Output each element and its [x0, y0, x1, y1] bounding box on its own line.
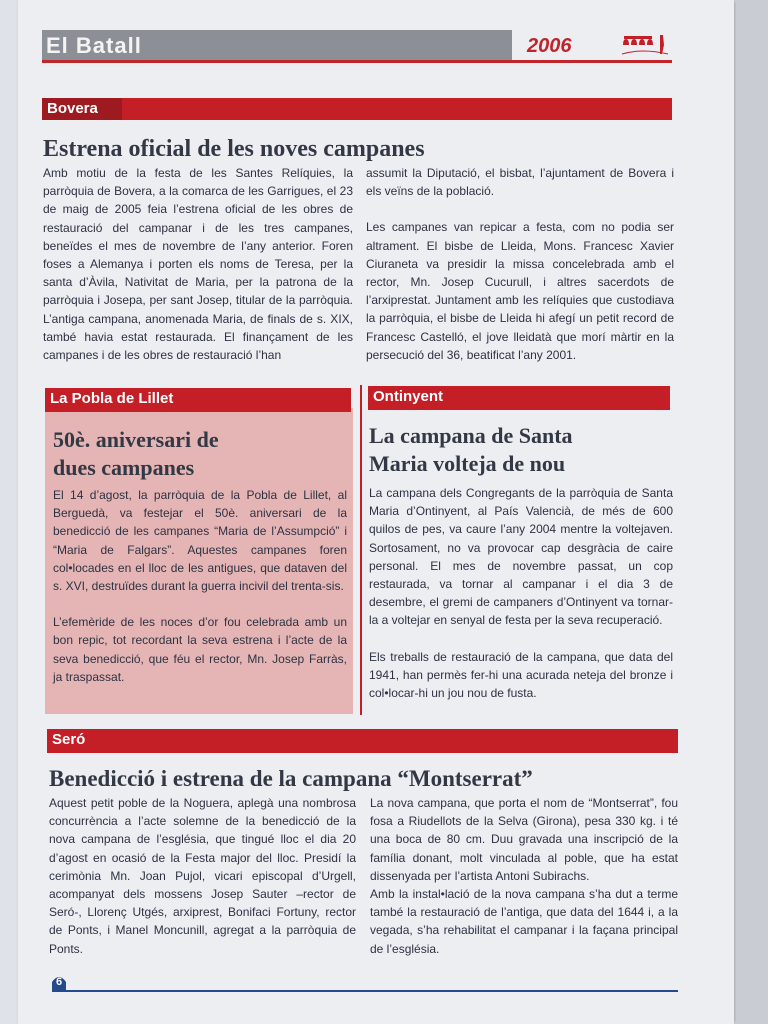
page-number: 6: [56, 976, 63, 988]
paragraph: El 14 d’agost, la parròquia de la Pobla de Lillet, al Berguedà, va festejar el 50è. aniversari de la benedicció de les campanes “Maria de l’Assumpció” i “Maria de Falgars”. Aquestes campanes foren col•locades en el lloc de les antigues, que dataven del s. XVI, destruïdes durant la guerra incivil del trenta-sis.: [53, 488, 347, 594]
paragraph: assumit la Diputació, el bisbat, l’ajuntament de Bovera i els veïns de la població.: [366, 166, 674, 199]
paragraph: L’efemèride de les noces d’or fou celebrada amb un bon repic, tot recordant la seva estrena i l’acte de la seva benedicció, que féu el rector, Mn. Josep Farràs, ja traspassat.: [53, 615, 347, 684]
section-label-bovera: Bovera: [47, 100, 98, 117]
headline-pobla: [53, 426, 219, 482]
bells-logo-icon: [620, 32, 670, 58]
paragraph: Les campanes van repicar a festa, com no podia ser altrament. El bisbe de Lleida, Mons. Francesc Xavier Ciuraneta va presidir la missa concelebrada amb el rector, Mn. Josep Cucurull, i altres sacerdots de l’arxiprestat. Juntament amb les relíquies que custodiava la parròquia, el bisbe de Lleida hi afegí un petit record de Francesc Castelló, el jove lleidatà que morí màrtir en la persecució del 36, beatificat l’any 2001.: [366, 220, 674, 362]
article-sero-col2: [370, 794, 678, 958]
headline-line: Maria volteja de nou: [369, 451, 566, 476]
section-label-pobla: La Pobla de Lillet: [50, 390, 174, 407]
issue-year: 2006: [527, 35, 572, 57]
paragraph: Els treballs de restauració de la campana, que data del 1941, han permès fer-hi una acurada neteja del bronze i col•locar-hi un jou nou de fusta.: [369, 649, 673, 701]
headline-line: dues campanes: [53, 455, 195, 480]
article-bovera-col2: [366, 164, 674, 364]
column-divider: [360, 385, 362, 715]
section-bar-ontinyent: [368, 386, 670, 410]
headline-sero: Benedicció i estrena de la campana “Montserrat”: [49, 766, 533, 791]
article-ontinyent: [369, 484, 673, 702]
article-pobla: [53, 486, 347, 686]
masthead: [42, 30, 672, 63]
headline-line: La campana de Santa: [369, 423, 573, 448]
footer-rule: [66, 990, 678, 992]
section-bar-bovera: [42, 98, 672, 120]
paragraph: Amb la instal•lació de la nova campana s’ha dut a terme també la restauració de l’antiga, que data del 1644 i, a la vegada, s’ha rehabilitat el campanar i la façana principal de l’església.: [370, 887, 678, 956]
paragraph: La nova campana, que porta el nom de “Montserrat”, fou fosa a Riudellots de la Selva (Girona), pesa 330 kg. i té una boca de 80 cm. Duu gravada una inscripció de la família donant, molt vinculada al poble, que ha estat dissenyada per l’artista Antoni Subirachs.: [370, 796, 678, 883]
paragraph: Aquest petit poble de la Noguera, aplegà una nombrosa concurrència a l’acte solemne de la benedicció de la nova campana de l’església, que tingué lloc el dia 20 d’agost en ocasió de la Festa major del lloc. Presidí la cerimònia Mn. Joan Pujol, vicari episcopal d’Urgell, acompanyat dels mossens Josep Sauter –rector de Seró-, Llorenç Utgés, arxiprest, Bonifaci Fortuny, rector de Ponts, i Manel Moncunill, agregat a la parròquia de Ponts.: [49, 796, 356, 956]
paragraph: La campana dels Congregants de la parròquia de Santa Maria d’Ontinyent, al País Valencià, de més de 600 quilos de pes, va caure l’any 2004 mentre la voltejaven. Sortosament, no va provocar cap desgràcia de caire personal. El mes de novembre passat, un cop restaurada, va tornar al campanar i el dia 3 de desembre, el gremi de campaners d’Ontinyent va tornar-la a voltejar en senyal de festa per la seva recuperació.: [369, 486, 673, 628]
headline-ontinyent: [369, 422, 573, 478]
section-bar-pobla: [45, 388, 351, 412]
paragraph: Amb motiu de la festa de les Santes Relíquies, la parròquia de Bovera, a la comarca de les Garrigues, el 23 de maig de 2005 feia l’estrena oficial de les obres de restauració del campanar i de les tres campanes, beneïdes el mes de novembre de l’any anterior. Foren foses a Alemanya i porten els noms de Teresa, per la santa d’Àvila, Nativitat de Maria, per la patrona de la parròquia i Josepa, per sant Josep, titular de la parròquia. L’antiga campana, anomenada Maria, de finals de s. XIX, també havia estat restaurada. El finançament de les campanes i de les obres de restauració l’han: [43, 166, 353, 363]
page-edge: [736, 0, 768, 1024]
section-label-sero: Seró: [52, 731, 86, 748]
section-bar-sero: [47, 729, 678, 753]
article-sero-col1: [49, 794, 356, 958]
section-label-ontinyent: Ontinyent: [373, 388, 443, 405]
article-bovera-col1: [43, 164, 353, 364]
magazine-title: El Batall: [46, 33, 142, 58]
headline-bovera: Estrena oficial de les noves campanes: [43, 136, 425, 162]
headline-line: 50è. aniversari de: [53, 427, 219, 452]
